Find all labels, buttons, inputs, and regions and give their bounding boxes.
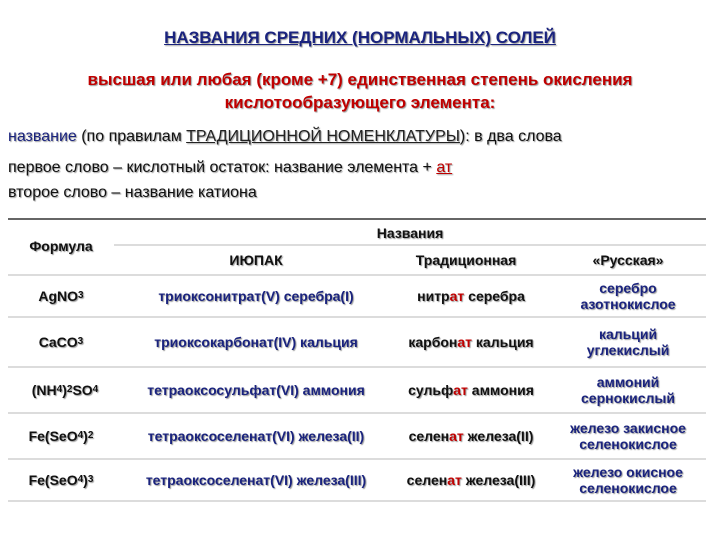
iupac-cell: тетраоксосульфат(VI) аммония: [147, 382, 365, 398]
iupac-cell: тетраоксоселенат(VI) железа(III): [145, 472, 367, 488]
traditional-cell: сульф ат аммония: [408, 382, 534, 398]
table-top-border: [8, 218, 706, 220]
formula-cell: Fe(SeO 4 ) 2: [28, 428, 94, 444]
russian-cell: железо закисное селенокислое: [570, 420, 686, 452]
subtitle-line-1: высшая или любая (кроме +7) единственная степень окисления: [87, 70, 633, 89]
russian-cell: кальций углекислый: [586, 326, 670, 358]
naming-rule-underlined: ТРАДИЦИОННОЙ НОМЕНКЛАТУРЫ: [186, 128, 460, 145]
iupac-cell: триоксокарбонат(IV) кальция: [154, 334, 358, 350]
header-iupac: ИЮПАК: [229, 252, 283, 268]
formula-cell: Ca CO 3: [38, 334, 84, 350]
row-divider: [8, 500, 706, 502]
russian-cell: железо окисное селенокислое: [573, 464, 683, 496]
naming-rule-prefix: название: [8, 128, 77, 145]
russian-cell: серебро азотнокислое: [580, 280, 676, 312]
naming-rule-mid: (по правилам: [76, 128, 187, 145]
formula-cell: Ag NO 3: [38, 288, 84, 304]
first-word-rule: [8, 159, 452, 177]
header-divider: [114, 244, 706, 246]
header-traditional: Традиционная: [415, 252, 517, 268]
traditional-cell: селен ат железа(II): [408, 428, 534, 444]
naming-rule-suffix: ): в два слова: [459, 128, 562, 145]
iupac-cell: тетраоксоселенат(VI) железа(II): [147, 428, 365, 444]
traditional-cell: карбон ат кальция: [408, 334, 534, 350]
naming-rule: [8, 128, 562, 146]
first-word-rule-ending: ат: [436, 159, 453, 176]
formula-cell: Fe(SeO 4 ) 3: [28, 472, 94, 488]
formula-cell: (NH 4 ) 2 SO 4: [31, 382, 99, 398]
russian-cell: аммоний сернокислый: [581, 374, 675, 406]
first-word-rule-text: первое слово – кислотный остаток: название элемента +: [8, 159, 437, 176]
subtitle-line-2: кислотообразующего элемента:: [224, 93, 496, 112]
page-title: НАЗВАНИЯ СРЕДНИХ (НОРМАЛЬНЫХ) СОЛЕЙ: [164, 28, 556, 47]
traditional-cell: селен ат железа(III): [406, 472, 536, 488]
header-names: Названия: [376, 225, 444, 241]
iupac-cell: триоксонитрат(V) серебра(I): [158, 288, 354, 304]
header-formula: Формула: [29, 238, 93, 254]
second-word-rule: второе слово – название катиона: [8, 184, 257, 201]
header-russian: «Русская»: [592, 252, 664, 268]
traditional-cell: нитр ат серебра: [417, 288, 525, 304]
